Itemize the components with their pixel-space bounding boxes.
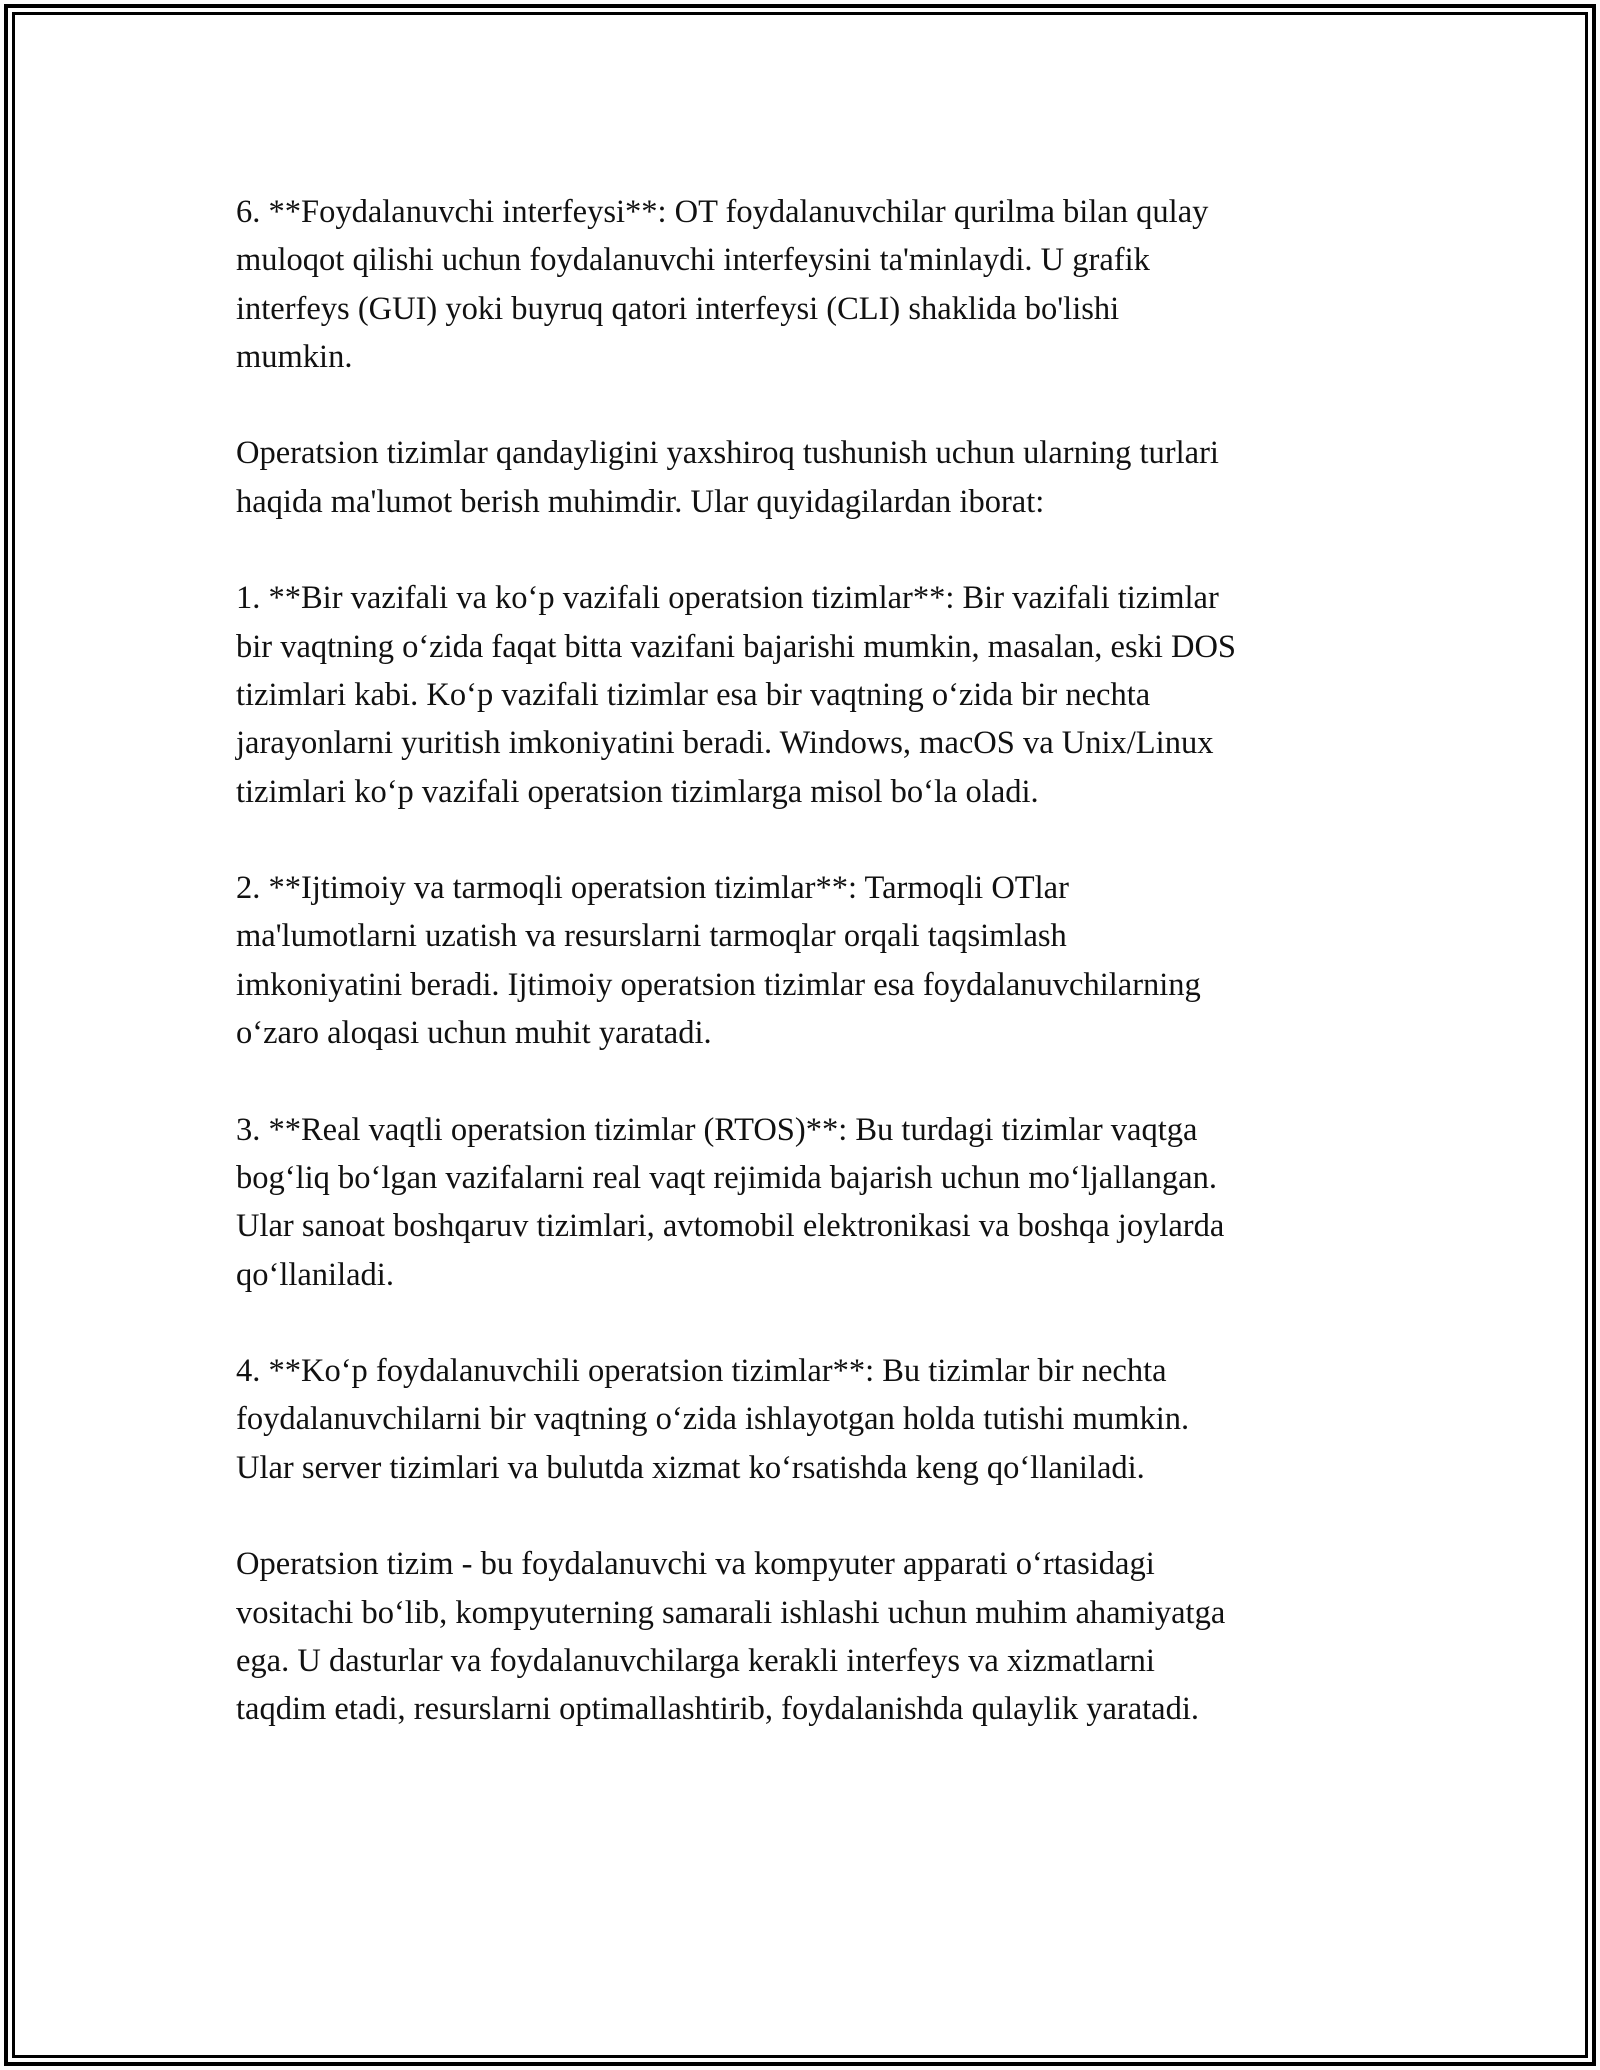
text-line: 2. **Ijtimoiy va tarmoqli operatsion tizimlar**: Tarmoqli OTlar bbox=[236, 870, 1069, 907]
text-line: Ular sanoat boshqaruv tizimlari, avtomobil elektronikasi va boshqa joylarda bbox=[236, 1208, 1225, 1245]
text-line: jarayonlarni yuritish imkoniyatini beradi. Windows, macOS va Unix/Linux bbox=[236, 725, 1214, 762]
text-line: 6. **Foydalanuvchi interfeysi**: OT foydalanuvchilar qurilma bilan qulay bbox=[236, 194, 1209, 230]
text-line: ma'lumotlarni uzatish va resurslarni tarmoqlar orqali taqsimlash bbox=[236, 918, 1067, 955]
paragraph-os-types-intro bbox=[236, 429, 1386, 526]
text-line: bir vaqtning oʻzida faqat bitta vazifani bajarishi mumkin, masalan, eski DOS bbox=[236, 628, 1237, 665]
text-line: tizimlari kabi. Koʻp vazifali tizimlar esa bir vaqtning oʻzida bir nechta bbox=[236, 676, 1151, 713]
text-line: 3. **Real vaqtli operatsion tizimlar (RTOS)**: Bu turdagi tizimlar vaqtga bbox=[236, 1111, 1198, 1148]
text-line: imkoniyatini beradi. Ijtimoiy operatsion tizimlar esa foydalanuvchilarning bbox=[236, 966, 1201, 1003]
text-line: tizimlari koʻp vazifali operatsion tizimlarga misol boʻla oladi. bbox=[236, 773, 1039, 810]
paragraph-real-time bbox=[236, 1106, 1386, 1299]
text-line: vositachi boʻlib, kompyuterning samarali ishlashi uchun muhim ahamiyatga bbox=[236, 1594, 1226, 1631]
document-body bbox=[236, 188, 1386, 1782]
text-line: 1. **Bir vazifali va koʻp vazifali operatsion tizimlar**: Bir vazifali tizimlar bbox=[236, 580, 1219, 617]
text-line: oʻzaro aloqasi uchun muhit yaratadi. bbox=[236, 1015, 712, 1052]
paragraph-multi-user bbox=[236, 1347, 1386, 1492]
paragraph-social-network bbox=[236, 864, 1386, 1057]
text-line: qoʻllaniladi. bbox=[236, 1256, 394, 1293]
text-line: haqida ma'lumot berish muhimdir. Ular quyidagilardan iborat: bbox=[236, 483, 1045, 520]
text-line: Ular server tizimlari va bulutda xizmat koʻrsatishda keng qoʻllaniladi. bbox=[236, 1449, 1145, 1486]
paragraph-user-interface bbox=[236, 188, 1386, 381]
paragraph-single-multi-task bbox=[236, 574, 1386, 815]
text-line: interfeys (GUI) yoki buyruq qatori interfeysi (CLI) shaklida bo'lishi bbox=[236, 290, 1120, 327]
text-line: Operatsion tizim - bu foydalanuvchi va kompyuter apparati oʻrtasidagi bbox=[236, 1546, 1155, 1583]
text-line: Operatsion tizimlar qandayligini yaxshiroq tushunish uchun ularning turlari bbox=[236, 435, 1219, 472]
text-line: muloqot qilishi uchun foydalanuvchi interfeysini ta'minlaydi. U grafik bbox=[236, 242, 1150, 279]
text-line: bogʻliq boʻlgan vazifalarni real vaqt rejimida bajarish uchun moʻljallangan. bbox=[236, 1159, 1217, 1196]
text-line: mumkin. bbox=[236, 338, 353, 375]
text-line: ega. U dasturlar va foydalanuvchilarga kerakli interfeys va xizmatlarni bbox=[236, 1642, 1155, 1679]
text-line: taqdim etadi, resurslarni optimallashtirib, foydalanishda qulaylik yaratadi. bbox=[236, 1691, 1200, 1728]
paragraph-conclusion bbox=[236, 1540, 1386, 1733]
text-line: 4. **Koʻp foydalanuvchili operatsion tizimlar**: Bu tizimlar bir nechta bbox=[236, 1353, 1167, 1390]
text-line: foydalanuvchilarni bir vaqtning oʻzida ishlayotgan holda tutishi mumkin. bbox=[236, 1401, 1190, 1438]
